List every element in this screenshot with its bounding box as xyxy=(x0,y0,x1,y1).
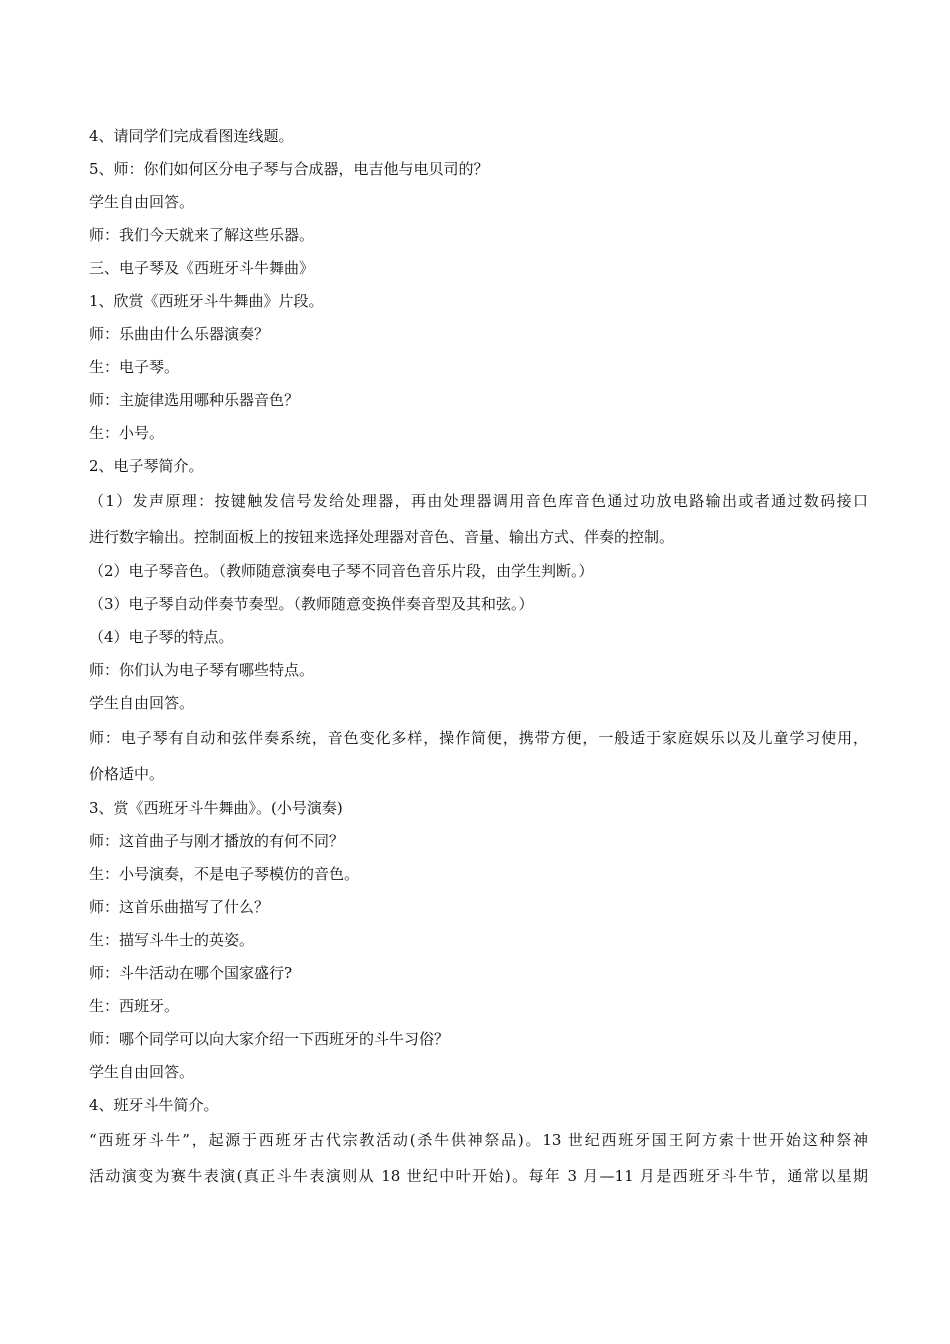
text-line: （2）电子琴音色。（教师随意演奏电子琴不同音色音乐片段，由学生判断。） xyxy=(89,562,594,580)
section-heading: 三、电子琴及《西班牙斗牛舞曲》 xyxy=(89,259,315,277)
text-line: 师：你们认为电子琴有哪些特点。 xyxy=(89,661,315,679)
text-line: 师：斗牛活动在哪个国家盛行? xyxy=(89,964,293,982)
text-line: 5、师：你们如何区分电子琴与合成器，电吉他与电贝司的？ xyxy=(89,160,489,178)
text-line: 学生自由回答。 xyxy=(89,1063,195,1081)
text-line: 师：乐曲由什么乐器演奏？ xyxy=(89,325,270,343)
text-line: 生：描写斗牛士的英姿。 xyxy=(89,931,255,949)
text-line: 生：小号演奏，不是电子琴模仿的音色。 xyxy=(89,865,360,883)
text-line: 进行数字输出。控制面板上的按钮来选择处理器对音色、音量、输出方式、伴奏的控制。 xyxy=(89,528,675,546)
text-line: 师：电子琴有自动和弦伴奏系统，音色变化多样，操作简便，携带方便，一般适于家庭娱乐以及儿童学习使用， xyxy=(89,729,868,747)
text-line: 生：小号。 xyxy=(89,424,165,442)
text-line: “西班牙斗牛”，起源于西班牙古代宗教活动(杀牛供神祭品)。13 世纪西班牙国王阿方索十世开始这种祭神 xyxy=(89,1131,868,1149)
text-line: 师：这首曲子与刚才播放的有何不同？ xyxy=(89,832,345,850)
text-line: 生：西班牙。 xyxy=(89,997,180,1015)
text-line: 4、班牙斗牛简介。 xyxy=(89,1096,219,1114)
text-line: 3、赏《西班牙斗牛舞曲》。(小号演奏) xyxy=(89,799,343,817)
text-line: 2、电子琴简介。 xyxy=(89,457,204,475)
text-line: 生：电子琴。 xyxy=(89,358,180,376)
text-line: 师：我们今天就来了解这些乐器。 xyxy=(89,226,315,244)
text-line: （4）电子琴的特点。 xyxy=(89,628,234,646)
text-line: 价格适中。 xyxy=(89,765,165,783)
text-line: 师：哪个同学可以向大家介绍一下西班牙的斗牛习俗？ xyxy=(89,1030,450,1048)
text-line: 师：这首乐曲描写了什么？ xyxy=(89,898,270,916)
text-line: （1）发声原理：按键触发信号发给处理器，再由处理器调用音色库音色通过功放电路输出或者通过数码接口 xyxy=(89,492,868,510)
text-line: 4、请同学们完成看图连线题。 xyxy=(89,127,294,145)
text-line: 学生自由回答。 xyxy=(89,694,195,712)
text-line: 活动演变为赛牛表演(真正斗牛表演则从 18 世纪中叶开始)。每年 3 月—11 月是西班牙斗牛节，通常以星期 xyxy=(89,1167,868,1185)
text-line: 学生自由回答。 xyxy=(89,193,195,211)
text-line: 师：主旋律选用哪种乐器音色？ xyxy=(89,391,300,409)
text-line: （3）电子琴自动伴奏节奏型。（教师随意变换伴奏音型及其和弦。） xyxy=(89,595,534,613)
text-line: 1、欣赏《西班牙斗牛舞曲》片段。 xyxy=(89,292,324,310)
